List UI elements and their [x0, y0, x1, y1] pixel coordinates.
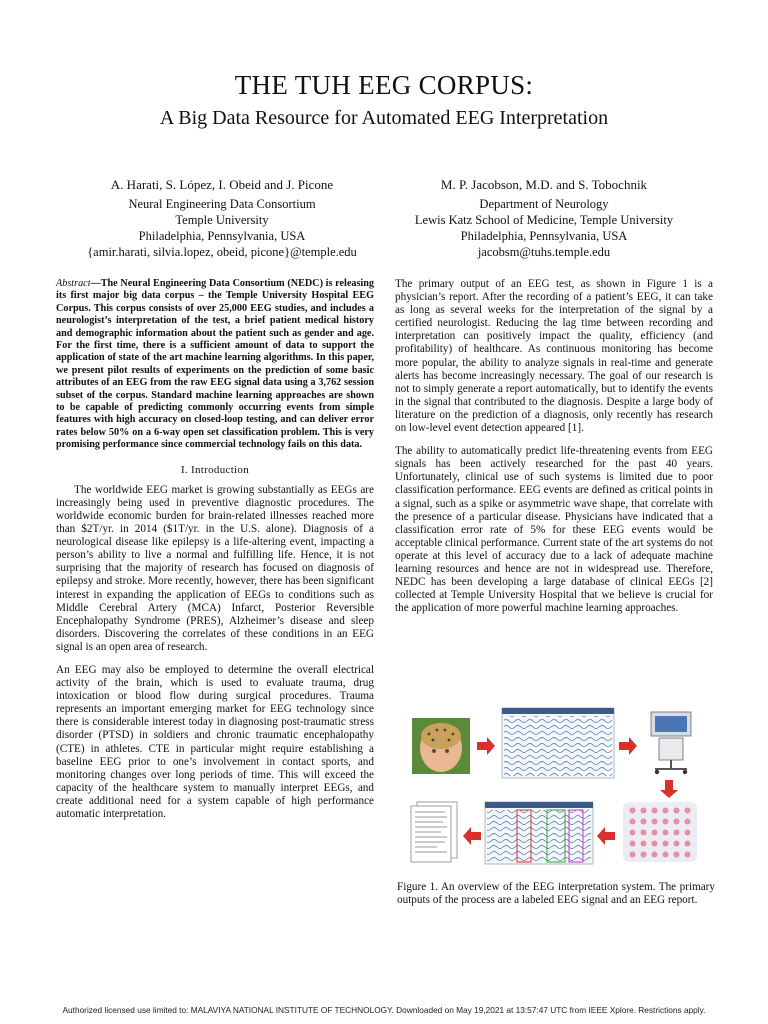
paper-title: THE TUH EEG CORPUS:: [234, 70, 534, 100]
ieee-license-footer: Authorized licensed use limited to: MALAVIYA NATIONAL INSTITUTE OF TECHNOLOGY. Downloaded on May 19,2021 at 13:57:47 UTC from IEEE Xplore. Restrictions apply.: [62, 1005, 706, 1015]
feature-dot-grid: [623, 802, 697, 862]
abstract-text: —The Neural Engineering Data Consortium (NEDC) is releasing its first major big data corpus – the Temple University Hospital EEG Corpus. This corpus consists of over 25,000 EEG studies, and includes a neurologist’s interpretation of the test, a brief patient medical history and demographic information about the patient such as gender and age. For the first time, there is a sufficient amount of data to support the application of state of the art machine learning algorithms. In this paper, we present pilot results of experiments on the prediction of some basic attributes of an EEG from the raw EEG signal data using a 3,762 session subset of the corpus. Standard machine learning approaches are shown to be capable of predicting commonly occurring events from simple features with high accuracy on closed-loop testing, and can deliver error rates below 50% on a 6-way open set classification problem. This is very promising performance since commercial technology fails on this data.: [56, 278, 374, 451]
author-block-left: [60, 177, 384, 260]
patient-photo: [412, 718, 470, 774]
eeg-report-document: [411, 802, 457, 862]
author-names: A. Harati, S. López, I. Obeid and J. Picone: [110, 177, 334, 192]
section-heading: I. Introduction: [180, 463, 250, 476]
author-names: M. P. Jacobson, M.D. and S. Tobochnik: [440, 177, 648, 192]
labeled-eeg-signal: [485, 802, 593, 864]
body-paragraph: The ability to automatically predict life-threatening events from EEG signals has been actively researched for the past 40 years. Unfortunately, clinical use of such systems is limited due to poor classification performance. EEG events are defined as critical points in a signal, such as a spike or asymmetric wave shape, that correlate with the presence of a particular disease. Physicians have indicated that a classification error rate of 5% for these EEG events would be acceptable clinical performance. Current state of the art systems do not operate at this level of accuracy due to a lack of adequate machine learning resources and hence are not in widespread use. Therefore, NEDC has been developing a large database of clinical EEGs [2] collected at Temple University Hospital that we believe is crucial for the application of more powerful machine learning approaches.: [395, 445, 713, 615]
body-paragraph: The worldwide EEG market is growing substantially as EEGs are increasingly being used in preventive diagnostic procedures. The worldwide economic burden for brain-related illnesses reached more than $2T/yr. in 2014 ($1T/yr. in the U.S. alone). Diagnosis of a neurological disease like epilepsy is a life-altering event, impacting a person’s ability to live a normal and fulfilling life. Hence, it is not surprising that the majority of research has focused on diagnosis of epilepsy and stroke. More recently, however, there has been significant interest in expanding the application of EEGs to conditions such as Middle Cerebral Artery (MCA) Infarct, Posterior Reversible Encephalopathy Syndrome (PRES), Alzheimer’s disease and sleep disorders. Discovering the correlates of these conditions in an EEG signal is an open area of research.: [56, 483, 374, 653]
author-email: jacobsm@tuhs.temple.edu: [477, 245, 611, 259]
author-university: Temple University: [175, 213, 269, 227]
author-affiliation: Department of Neurology: [479, 197, 609, 211]
figure-eeg-overview: [407, 706, 717, 866]
figure-caption: Figure 1. An overview of the EEG interpretation system. The primary outputs of the process are a labeled EEG signal and an EEG report.: [397, 881, 715, 907]
author-affiliation: Neural Engineering Data Consortium: [128, 197, 316, 211]
author-email: {amir.harati, silvia.lopez, obeid, picone}@temple.edu: [87, 245, 357, 259]
author-university: Lewis Katz School of Medicine, Temple University: [414, 213, 674, 227]
author-location: Philadelphia, Pennsylvania, USA: [460, 229, 628, 243]
abstract-lead: Abstract: [56, 278, 91, 289]
paper-subtitle: A Big Data Resource for Automated EEG Interpretation: [159, 107, 609, 129]
author-location: Philadelphia, Pennsylvania, USA: [138, 229, 306, 243]
eeg-signal-screen: [502, 708, 614, 778]
abstract: [56, 278, 374, 452]
body-paragraph: An EEG may also be employed to determine the overall electrical activity of the brain, which is used to evaluate trauma, drug intoxication or blood flow during surgical procedures. Trauma represents an important emerging market for EEG technology since there is considerable interest today in diagnosing post-traumatic stress disorder (PTSD) in soldiers and chronic traumatic encephalopathy (CTE) in athletes. CTE in particular might require establishing a baseline EEG prior to one’s involvement in contact sports, and monitoring changes over long periods of time. This will exceed the capacity of the healthcare system to manually interpret EEGs, and create additional need for a system capable of high performance automatic interpretation.: [56, 664, 374, 821]
arrow-left-icon: [597, 827, 615, 845]
arrow-down-icon: [660, 780, 678, 798]
eeg-machine: [651, 712, 691, 774]
arrow-right-icon: [619, 737, 637, 755]
body-paragraph: The primary output of an EEG test, as shown in Figure 1 is a physician’s report. After the recording of a patient’s EEG, it can take as long as several weeks for the interpretation of the signal by a certified neurologist. Reducing the lag time between recording and interpretation can positively impact the quality, efficiency (and profitability) of healthcare. As continuous monitoring has become more popular, the ability to analyze signals in real-time and generate alerts has become increasingly necessary. The goal of our research is not to simply generate a report automatically, but to identify the events in the signal that contributed to the diagnosis. Despite a large body of literature on the prediction of a diagnosis, only recently has research on low-level event detection appeared [1].: [395, 278, 713, 435]
right-column: [395, 278, 713, 625]
arrow-right-icon: [477, 737, 495, 755]
left-column: [56, 278, 374, 831]
author-block-right: [382, 177, 706, 260]
arrow-left-icon: [463, 827, 481, 845]
